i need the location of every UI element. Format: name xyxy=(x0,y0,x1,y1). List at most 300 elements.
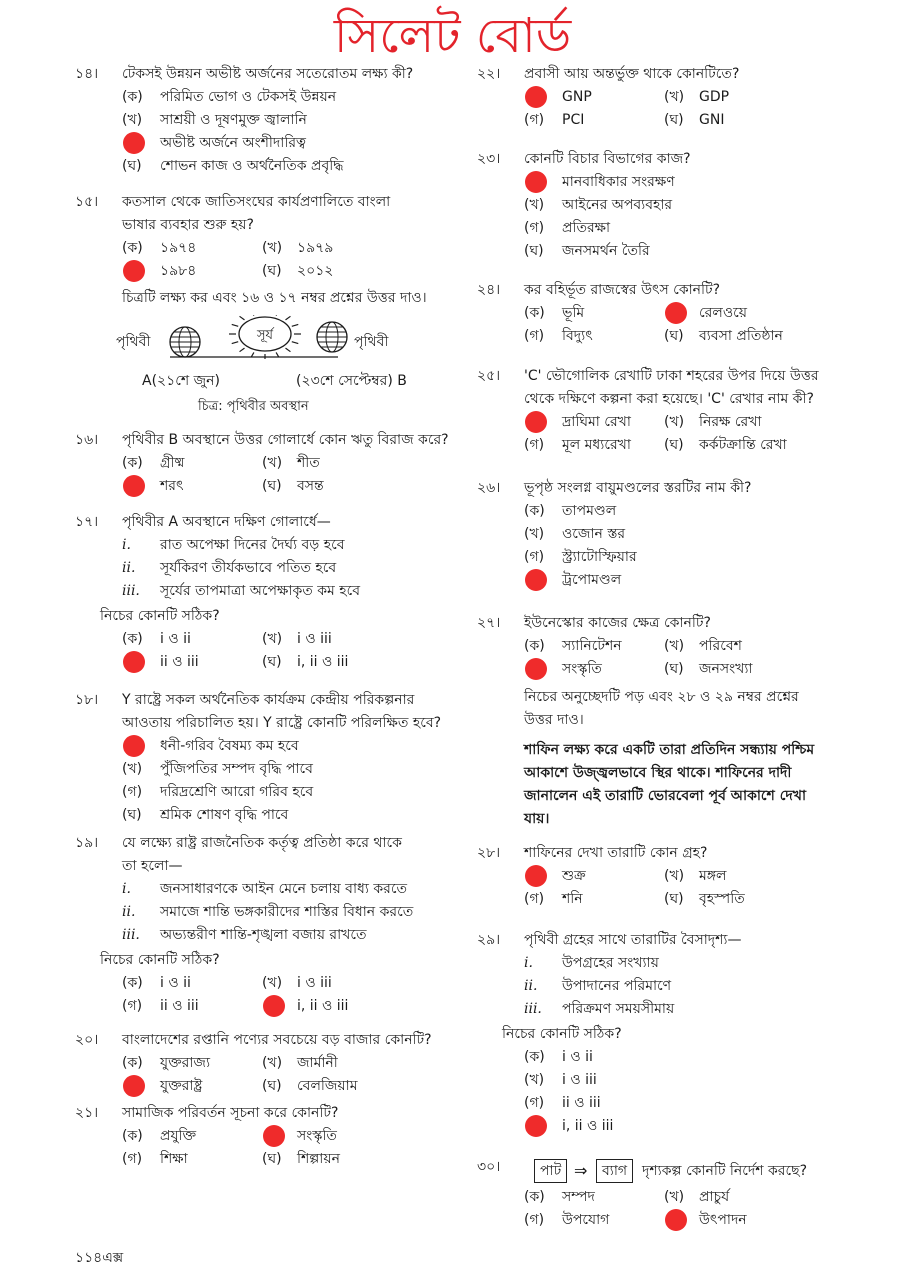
question-block xyxy=(472,1156,894,1232)
passage-text-line xyxy=(524,739,894,762)
option-row xyxy=(122,132,455,155)
passage-body xyxy=(524,739,894,831)
option-row xyxy=(524,500,894,523)
question-body xyxy=(524,279,894,348)
option-row xyxy=(122,155,455,178)
statement-item xyxy=(122,924,455,947)
question-text-line xyxy=(122,429,455,452)
question-number: ২৯। xyxy=(477,932,501,948)
instruction-text-line xyxy=(122,287,455,310)
question-text-line xyxy=(524,612,894,635)
option-label: (গ) xyxy=(122,784,143,800)
question-block xyxy=(70,191,455,283)
passage-text: জানালেন এই তারাটি ভোরবেলা পূর্ব আকাশে দেখা xyxy=(524,788,807,804)
correct-answer-mark xyxy=(123,475,145,497)
correct-answer-mark xyxy=(263,995,285,1017)
question-number: ২৭। xyxy=(477,615,501,631)
option-row xyxy=(524,302,894,325)
option-label: (খ) xyxy=(524,197,545,213)
correct-answer-mark xyxy=(123,1075,145,1097)
option-text: শীত xyxy=(297,455,320,471)
option-label: (ঘ) xyxy=(262,1151,282,1167)
prompt-text: নিচের কোনটি সঠিক? xyxy=(100,952,220,968)
option-row xyxy=(524,411,894,434)
option-label: (ক) xyxy=(122,975,143,991)
question-block xyxy=(472,279,894,348)
statement-item xyxy=(524,952,894,975)
option-text: যুক্তরাজ্য xyxy=(160,1055,211,1071)
option-row xyxy=(122,1052,455,1075)
scenario-box-bag: ব্যাগ xyxy=(596,1159,633,1183)
page-footer-code: ১১৪এক্স xyxy=(75,1250,124,1266)
question-number: ১৯। xyxy=(75,835,99,851)
question-text: শাফিনের দেখা তারাটি কোন গ্রহ? xyxy=(524,845,708,861)
question-text: কোনটি বিচার বিভাগের কাজ? xyxy=(524,151,691,167)
option-text: বৃহস্পতি xyxy=(699,891,745,907)
question-block xyxy=(70,689,455,827)
option-row xyxy=(524,658,894,681)
question-block xyxy=(70,511,455,674)
scenario-line xyxy=(524,1156,894,1186)
option-text: ii ও iii xyxy=(562,1095,601,1111)
question-body xyxy=(100,832,455,1018)
question-block xyxy=(472,365,894,457)
option-text: শিল্পায়ন xyxy=(297,1151,340,1167)
option-row xyxy=(122,804,455,827)
correct-answer-mark xyxy=(263,1125,285,1147)
question-block xyxy=(472,842,894,911)
option-text: গ্রীষ্ম xyxy=(160,455,185,471)
option-row xyxy=(122,1125,455,1148)
option-label: (খ) xyxy=(262,631,283,647)
option-row xyxy=(122,995,455,1018)
option-text: শুক্র xyxy=(562,868,586,884)
option-text: জনসমর্থন তৈরি xyxy=(562,243,650,259)
option-text: i, ii ও iii xyxy=(297,998,349,1014)
question-body xyxy=(122,1102,455,1171)
option-text: GNP xyxy=(562,89,592,105)
statement-number: iii. xyxy=(122,583,140,599)
option-text: পরিবেশ xyxy=(699,638,742,654)
passage-text: যায়। xyxy=(524,811,550,827)
answer-prompt xyxy=(502,1023,894,1046)
option-label: (ক) xyxy=(524,638,545,654)
option-text: নিরক্ষ রেখা xyxy=(699,414,762,430)
question-text-line xyxy=(524,365,894,388)
option-row xyxy=(524,171,894,194)
passage-text: শাফিন লক্ষ্য করে একটি তারা প্রতিদিন সন্ধ্যায় পশ্চিম xyxy=(524,742,815,758)
statement-text: পরিক্রমণ সময়সীমায় xyxy=(562,1001,675,1017)
instruction-text: উত্তর দাও। xyxy=(524,712,584,728)
statement-text: রাত অপেক্ষা দিনের দৈর্ঘ্য বড় হবে xyxy=(160,537,345,553)
option-row xyxy=(524,86,894,109)
option-text: আইনের অপব্যবহার xyxy=(562,197,673,213)
option-label: (গ) xyxy=(524,549,545,565)
statement-number: ii. xyxy=(122,560,136,576)
option-label: (খ) xyxy=(664,414,685,430)
option-label: (ক) xyxy=(524,305,545,321)
instruction-text: নিচের অনুচ্ছেদটি পড় এবং ২৮ ও ২৯ নম্বর প্রশ্নের xyxy=(524,689,799,705)
option-label: (খ) xyxy=(524,1072,545,1088)
option-label: (গ) xyxy=(524,328,545,344)
question-body xyxy=(524,477,894,592)
option-label: (খ) xyxy=(664,638,685,654)
position-b-label: (২৩শে সেপ্টেম্বর) B xyxy=(296,373,407,389)
option-text: শিক্ষা xyxy=(160,1151,188,1167)
statement-text: উপগ্রহের সংখ্যায় xyxy=(562,955,659,971)
option-label: (খ) xyxy=(524,526,545,542)
option-label: (ক) xyxy=(122,240,143,256)
option-text: জার্মানী xyxy=(297,1055,338,1071)
question-number: ২৩। xyxy=(477,151,501,167)
question-text: পৃথিবী গ্রহের সাথে তারাটির বৈসাদৃশ্য— xyxy=(524,932,742,948)
right-column xyxy=(472,0,894,1280)
earth-globe-icon xyxy=(170,327,200,357)
option-text: ১৯৭৪ xyxy=(160,240,197,256)
option-label: (ক) xyxy=(524,503,545,519)
option-text: রেলওয়ে xyxy=(699,305,747,321)
option-text: ট্রপোমণ্ডল xyxy=(562,572,622,588)
option-label: (খ) xyxy=(262,1055,283,1071)
left-column xyxy=(70,0,455,1280)
option-row xyxy=(122,781,455,804)
option-row xyxy=(122,237,455,260)
option-label: (গ) xyxy=(122,998,143,1014)
option-text: i ও ii xyxy=(160,975,191,991)
option-row xyxy=(524,325,894,348)
correct-answer-mark xyxy=(665,1209,687,1231)
sun-label: সূর্য xyxy=(256,328,274,343)
option-label: (গ) xyxy=(524,1095,545,1111)
question-body xyxy=(524,1156,894,1232)
option-label: (ক) xyxy=(524,1189,545,1205)
correct-answer-mark xyxy=(665,302,687,324)
option-text: GNI xyxy=(699,112,725,128)
option-text: শোভন কাজ ও অর্থনৈতিক প্রবৃদ্ধি xyxy=(160,158,344,174)
option-text: ii ও iii xyxy=(160,654,199,670)
option-row xyxy=(524,240,894,263)
option-text: i ও iii xyxy=(562,1072,597,1088)
option-label: (ঘ) xyxy=(664,891,684,907)
question-text-line xyxy=(122,1102,455,1125)
option-label: (ক) xyxy=(524,1049,545,1065)
question-text: Y রাষ্ট্রে সকল অর্থনৈতিক কার্যক্রম কেন্দ্রীয় পরিকল্পনার xyxy=(122,692,415,708)
question-block xyxy=(472,63,894,132)
option-label: (ঘ) xyxy=(262,263,282,279)
earth-left-label: পৃথিবী xyxy=(116,334,151,350)
statement-text: সূর্যকিরণ তীর্যকভাবে পতিত হবে xyxy=(160,560,337,576)
option-label: (ক) xyxy=(122,631,143,647)
double-arrow-icon: ⇒ xyxy=(574,1161,588,1180)
question-text: দৃশ্যকল্প কোনটি নির্দেশ করছে? xyxy=(642,1163,808,1179)
correct-answer-mark xyxy=(525,865,547,887)
passage-text-line xyxy=(524,785,894,808)
option-text: মানবাধিকার সংরক্ষণ xyxy=(562,174,675,190)
option-label: (গ) xyxy=(122,1151,143,1167)
question-text: তা হলো— xyxy=(122,858,183,874)
question-text: যে লক্ষ্যে রাষ্ট্র রাজনৈতিক কর্তৃত্ব প্রতিষ্ঠা করে থাকে xyxy=(122,835,402,851)
question-body xyxy=(524,148,894,263)
option-text: শনি xyxy=(562,891,583,907)
option-text: সম্পদ xyxy=(562,1189,595,1205)
question-text-line xyxy=(122,511,455,534)
option-text: ভূমি xyxy=(562,305,585,321)
question-text: থেকে দক্ষিণে কল্পনা করা হয়েছে। 'C' রেখার নাম কী? xyxy=(524,391,814,407)
option-row xyxy=(122,972,455,995)
correct-answer-mark xyxy=(525,569,547,591)
option-text: সাশ্রয়ী ও দূষণমুক্ত জ্বালানি xyxy=(160,112,307,128)
option-row xyxy=(524,888,894,911)
instruction-text: চিত্রটি লক্ষ্য কর এবং ১৬ ও ১৭ নম্বর প্রশ্নের উত্তর দাও। xyxy=(122,290,427,306)
scenario-box-jute: পাট xyxy=(534,1159,567,1183)
instruction-text-line xyxy=(524,686,894,709)
option-text: বসন্ত xyxy=(297,478,324,494)
option-row xyxy=(524,865,894,888)
question-number: ২৫। xyxy=(477,368,501,384)
option-text: ii ও iii xyxy=(160,998,199,1014)
option-text: PCI xyxy=(562,112,585,128)
option-row xyxy=(122,109,455,132)
question-block xyxy=(472,929,894,1138)
statement-item xyxy=(122,878,455,901)
option-text: কর্কটক্রান্তি রেখা xyxy=(699,437,787,453)
question-text-line xyxy=(524,148,894,171)
statement-text: সমাজে শান্তি ভঙ্গকারীদের শাস্তির বিধান করতে xyxy=(160,904,414,920)
question-number: ২১। xyxy=(75,1105,99,1121)
option-text: মঙ্গল xyxy=(699,868,727,884)
question-body xyxy=(122,429,455,498)
question-number: ২৬। xyxy=(477,480,501,496)
page-title: সিলেট বোর্ড xyxy=(333,8,572,64)
option-row xyxy=(524,635,894,658)
option-row xyxy=(122,475,455,498)
option-row xyxy=(122,452,455,475)
option-label: (ক) xyxy=(122,1055,143,1071)
option-row xyxy=(524,1186,894,1209)
question-text-line xyxy=(122,832,455,855)
earth-position-diagram xyxy=(70,315,455,415)
question-body xyxy=(100,511,455,674)
statement-item xyxy=(122,534,455,557)
question-text-line xyxy=(122,712,455,735)
statement-item xyxy=(122,901,455,924)
position-a-label: A(২১শে জুন) xyxy=(142,373,220,389)
question-text-line xyxy=(122,855,455,878)
figure-block xyxy=(70,315,455,419)
option-label: (খ) xyxy=(262,240,283,256)
option-text: i ও ii xyxy=(562,1049,593,1065)
correct-answer-mark xyxy=(525,171,547,193)
question-number: ১৭। xyxy=(75,514,99,530)
option-row xyxy=(122,628,455,651)
question-block xyxy=(70,1029,455,1098)
question-text-line xyxy=(524,929,894,952)
option-label: (গ) xyxy=(524,220,545,236)
option-text: উৎপাদন xyxy=(699,1212,747,1228)
option-text: i ও iii xyxy=(297,975,332,991)
option-text: পরিমিত ভোগ ও টেকসই উন্নয়ন xyxy=(160,89,337,105)
option-text: দরিদ্রশ্রেণি আরো গরিব হবে xyxy=(160,784,314,800)
instruction-body xyxy=(524,686,894,732)
question-block xyxy=(472,148,894,263)
question-text: 'C' ভৌগোলিক রেখাটি ঢাকা শহরের উপর দিয়ে উত্তর xyxy=(524,368,819,384)
statement-number: ii. xyxy=(524,978,538,994)
option-text: প্রযুক্তি xyxy=(160,1128,197,1144)
question-block xyxy=(70,832,455,1018)
question-text: ভাষার ব্যবহার শুরু হয়? xyxy=(122,217,254,233)
option-label: (ঘ) xyxy=(262,654,282,670)
question-text-line xyxy=(122,191,455,214)
correct-answer-mark xyxy=(525,658,547,680)
option-label: (ঘ) xyxy=(664,661,684,677)
instruction-block xyxy=(472,686,894,732)
question-text: বাংলাদেশের রপ্তানি পণ্যের সবচেয়ে বড় বাজার কোনটি? xyxy=(122,1032,432,1048)
option-text: সংস্কৃতি xyxy=(297,1128,337,1144)
question-number: ১৫। xyxy=(75,194,99,210)
option-label: (গ) xyxy=(524,437,545,453)
option-text: জনসংখ্যা xyxy=(699,661,753,677)
option-row xyxy=(524,1209,894,1232)
question-body xyxy=(524,63,894,132)
correct-answer-mark xyxy=(123,735,145,757)
question-text-line xyxy=(524,477,894,500)
passage-text: আকাশে উজ্জ্বলভাবে স্থির থাকে। শাফিনের দাদী xyxy=(524,765,792,781)
instruction-body xyxy=(122,287,455,310)
earth-globe-icon xyxy=(317,322,347,352)
option-label: (খ) xyxy=(664,868,685,884)
question-text: টেকসই উন্নয়ন অভীষ্ট অর্জনের সতেরোতম লক্ষ্য কী? xyxy=(122,66,414,82)
question-number: ১৮। xyxy=(75,692,99,708)
option-row xyxy=(122,86,455,109)
option-text: মূল মধ্যরেখা xyxy=(562,437,631,453)
option-text: পুঁজিপতির সম্পদ বৃদ্ধি পাবে xyxy=(160,761,313,777)
option-label: (ঘ) xyxy=(524,243,544,259)
option-text: ১৯৭৯ xyxy=(297,240,334,256)
earth-right-label: পৃথিবী xyxy=(354,334,389,350)
correct-answer-mark xyxy=(123,132,145,154)
question-number: ২৪। xyxy=(477,282,501,298)
option-row xyxy=(524,217,894,240)
question-text: কতসাল থেকে জাতিসংঘের কার্যপ্রণালিতে বাংলা xyxy=(122,194,391,210)
option-label: (খ) xyxy=(664,89,685,105)
question-number: ১৪। xyxy=(75,66,99,82)
option-text: দ্রাঘিমা রেখা xyxy=(562,414,631,430)
question-text: প্রবাসী আয় অন্তর্ভুক্ত থাকে কোনটিতে? xyxy=(524,66,740,82)
question-body xyxy=(502,929,894,1138)
option-text: i ও ii xyxy=(160,631,191,647)
option-row xyxy=(122,260,455,283)
statement-item xyxy=(524,975,894,998)
option-text: শ্রমিক শোষণ বৃদ্ধি পাবে xyxy=(160,807,289,823)
option-text: তাপমণ্ডল xyxy=(562,503,617,519)
statement-number: iii. xyxy=(524,1001,542,1017)
option-label: (গ) xyxy=(524,891,545,907)
option-row xyxy=(524,109,894,132)
option-row xyxy=(524,1092,894,1115)
option-label: (খ) xyxy=(262,455,283,471)
answer-prompt xyxy=(100,605,455,628)
statement-text: জনসাধারণকে আইন মেনে চলায় বাধ্য করতে xyxy=(160,881,408,897)
prompt-text: নিচের কোনটি সঠিক? xyxy=(502,1026,622,1042)
option-text: i, ii ও iii xyxy=(562,1118,614,1134)
question-number: ২০। xyxy=(75,1032,99,1048)
question-number: ৩০। xyxy=(477,1159,501,1175)
option-label: (ক) xyxy=(122,455,143,471)
option-text: ধনী-গরিব বৈষম্য কম হবে xyxy=(160,738,299,754)
statement-number: i. xyxy=(122,881,131,897)
question-body xyxy=(122,191,455,283)
passage-text-line xyxy=(524,762,894,785)
question-text: পৃথিবীর A অবস্থানে দক্ষিণ গোলার্ধে— xyxy=(122,514,331,530)
option-row xyxy=(122,651,455,674)
option-text: প্রাচুর্য xyxy=(699,1189,730,1205)
question-body xyxy=(524,365,894,457)
question-body xyxy=(122,1029,455,1098)
option-label: (গ) xyxy=(524,1212,545,1228)
option-label: (খ) xyxy=(122,112,143,128)
option-text: ২০১২ xyxy=(297,263,334,279)
option-row xyxy=(524,434,894,457)
option-text: ১৯৮৪ xyxy=(160,263,197,279)
option-row xyxy=(122,1075,455,1098)
option-text: অভীষ্ট অর্জনে অংশীদারিত্ব xyxy=(160,135,307,151)
option-text: ওজোন স্তর xyxy=(562,526,626,542)
question-text-line xyxy=(524,279,894,302)
option-row xyxy=(122,758,455,781)
statement-text: অভ্যন্তরীণ শান্তি-শৃঙ্খলা বজায় রাখতে xyxy=(160,927,367,943)
option-text: যুক্তরাষ্ট্র xyxy=(160,1078,203,1094)
correct-answer-mark xyxy=(525,86,547,108)
option-label: (ঘ) xyxy=(262,1078,282,1094)
option-label: (ঘ) xyxy=(664,328,684,344)
statement-number: iii. xyxy=(122,927,140,943)
option-row xyxy=(524,546,894,569)
question-block xyxy=(472,612,894,681)
option-row xyxy=(122,735,455,758)
option-label: (খ) xyxy=(122,761,143,777)
question-text: ভূপৃষ্ঠ সংলগ্ন বায়ুমণ্ডলের স্তরটির নাম কী? xyxy=(524,480,752,496)
question-text-line xyxy=(524,63,894,86)
question-text: আওতায় পরিচালিত হয়। Y রাষ্ট্রে কোনটি পরিলক্ষিত হবে? xyxy=(122,715,442,731)
question-text-line xyxy=(122,689,455,712)
question-body xyxy=(524,842,894,911)
question-body xyxy=(122,63,455,178)
answer-prompt xyxy=(100,949,455,972)
question-block xyxy=(472,477,894,592)
correct-answer-mark xyxy=(123,651,145,673)
option-label: (ক) xyxy=(122,89,143,105)
option-row xyxy=(524,194,894,217)
option-text: বিদ্যুৎ xyxy=(562,328,593,344)
option-text: স্যানিটেশন xyxy=(562,638,622,654)
question-text: কর বহির্ভূত রাজস্বের উৎস কোনটি? xyxy=(524,282,721,298)
option-label: (ক) xyxy=(122,1128,143,1144)
question-text-line xyxy=(524,842,894,865)
option-row xyxy=(524,523,894,546)
statement-number: ii. xyxy=(122,904,136,920)
statement-item xyxy=(524,998,894,1021)
passage-text-line xyxy=(524,808,894,831)
option-text: বেলজিয়াম xyxy=(297,1078,358,1094)
option-label: (খ) xyxy=(664,1189,685,1205)
option-label: (ঘ) xyxy=(664,112,684,128)
question-text-line xyxy=(122,1029,455,1052)
statement-item xyxy=(122,580,455,603)
option-text: শরৎ xyxy=(160,478,184,494)
correct-answer-mark xyxy=(123,260,145,282)
option-text: i ও iii xyxy=(297,631,332,647)
option-label: (গ) xyxy=(524,112,545,128)
